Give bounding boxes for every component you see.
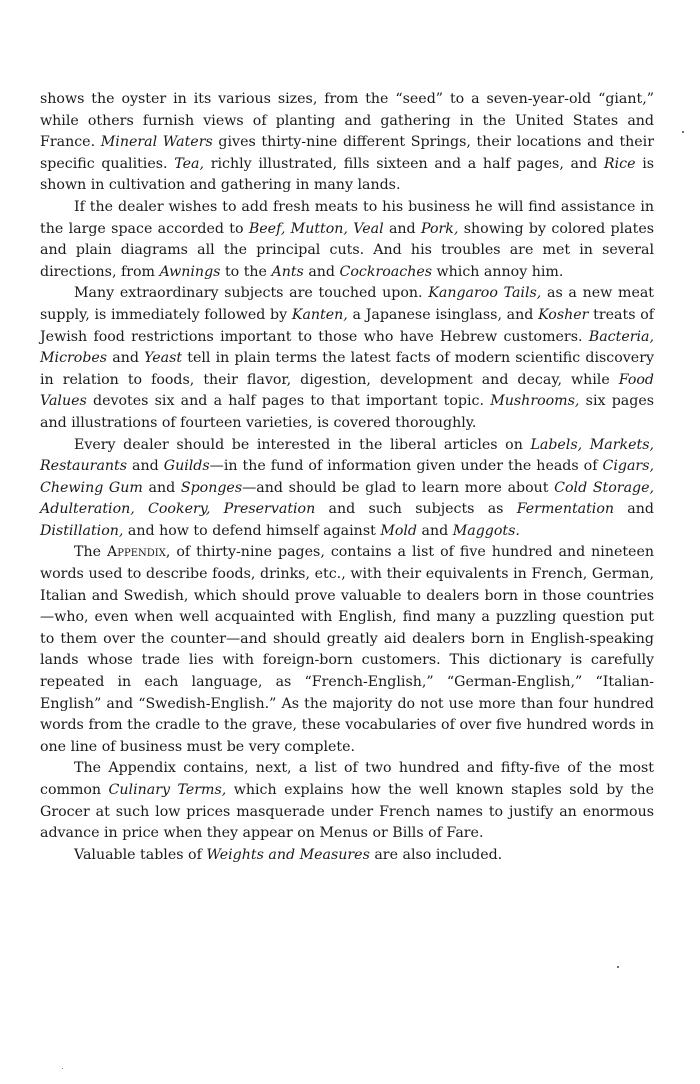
italic-term: Maggots. [452, 522, 520, 539]
text-run: —and should be glad to learn more about [242, 479, 555, 496]
text-run: is shown in cultivation and gathering in many lands. [40, 155, 655, 194]
text-run: treats of Jewish food restrictions important to those who have Hebrew customers. [40, 306, 654, 345]
paper-speck [682, 131, 684, 133]
italic-term: Mineral Waters [100, 134, 213, 151]
italic-term: Tea, [174, 155, 204, 172]
text-run: shows the oyster in its various sizes, from the “seed” to a seven-year-old “giant,” while others furnish views of planting and gathering in the United States and France. [40, 91, 654, 151]
italic-term: Kangaroo Tails, [428, 285, 542, 302]
text-run: richly illustrated, fills sixteen and a half pages, and [203, 155, 604, 172]
paragraph [40, 435, 654, 543]
paragraph [40, 542, 654, 758]
italic-term: Mold [380, 522, 418, 539]
text-run: gives thirty-nine different Springs, their locations and their specific qualities. [40, 134, 654, 172]
paragraph [40, 283, 654, 434]
paragraph [40, 197, 654, 283]
text-run: Every dealer should be interested in the liberal articles on [74, 436, 531, 453]
text-run: which explains how the well known staples sold by the Grocer at such low prices masquerade under French names to justify an enormous advance in price when they appear on Menus or Bills of Fare. [40, 782, 654, 842]
italic-term: Cold Storage, Adulteration, Cookery, Preservation [40, 479, 655, 518]
italic-term: Kosher [538, 306, 589, 323]
italic-term: Weights and Measures [206, 846, 370, 863]
italic-term: Awnings [159, 263, 221, 280]
page-body [40, 89, 654, 866]
text-run: and [614, 501, 654, 518]
text-run: and [383, 220, 421, 237]
italic-term: Cockroaches [339, 263, 433, 280]
text-run: six pages and illustrations of fourteen varieties, is covered thoroughly. [40, 393, 655, 431]
text-run: showing by colored plates and plain diagrams all the principal cuts. And his troubles are met in several directions, from [40, 220, 655, 280]
italic-term: Fermentation [516, 501, 615, 518]
italic-term: Rice [603, 155, 636, 172]
italic-term: Ants [271, 263, 304, 280]
text-run: as a new meat supply, is immediately followed by [40, 285, 654, 323]
text-run: Valuable tables of [74, 846, 207, 863]
text-run: , of thirty-nine pages, contains a list of five hundred and nineteen words used to describe foods, drinks, etc., with their equivalents in French, German, Italian and Swedish, which should prove valuable to dealers born in those countries—who, even when well acquainted with English, find many a puzzling question put to them over the counter—and should greatly aid dealers born in English-speaking lands whose trade lies with foreign-born customers. This dictionary is carefully repeated in each language, as “French-English,” “German-English,” “Italian-English” and “Swedish-English.” As the majority do not use more than four hundred words from the cradle to the grave, these vocabularies of over five hundred words in one line of business must be very complete. [40, 544, 654, 755]
text-run: to the [220, 263, 272, 280]
paper-speck [62, 1068, 63, 1069]
italic-term: Culinary Terms, [108, 782, 227, 798]
italic-term: Beef, Mutton, Veal [248, 220, 384, 237]
text-run: and [107, 350, 145, 367]
text-run: tell in plain terms the latest facts of modern scientific discovery in relation to foods, their flavor, digestion, development and decay, while [40, 350, 654, 388]
italic-term: Food Values [40, 371, 654, 410]
italic-term: Distillation, [40, 522, 124, 539]
text-run: If the dealer wishes to add fresh meats to his business he will find assistance in the large space accorded to [40, 198, 654, 237]
text-run: which annoy him. [432, 263, 564, 280]
text-run: Many extraordinary subjects are touched upon. [74, 285, 429, 302]
text-run: and such subjects as [315, 501, 517, 518]
paragraph [40, 758, 654, 844]
small-caps-term: Appendix [107, 544, 166, 561]
text-run: are also included. [369, 846, 503, 863]
text-run: The [74, 544, 107, 561]
paragraph [40, 89, 654, 197]
paper-speck [617, 966, 619, 968]
text-run: devotes six and a half pages to that important topic. [86, 393, 491, 410]
italic-term: Pork, [420, 220, 459, 237]
text-run: The Appendix contains, next, a list of two hundred and fifty-five of the most common [40, 760, 654, 798]
paragraph [40, 845, 654, 867]
italic-term: Cigars, Chewing Gum [40, 458, 654, 496]
text-run: and how to defend himself against [123, 522, 381, 539]
italic-term: Guilds [163, 458, 210, 475]
italic-term: Mushrooms, [490, 393, 580, 410]
italic-term: Kanten, [291, 306, 348, 323]
text-run: and [127, 458, 164, 475]
text-run: and [303, 263, 340, 280]
text-run: —in the fund of information given under the heads of [209, 458, 603, 475]
italic-term: Labels, Markets, Restaurants [40, 436, 654, 475]
text-run: and [417, 522, 453, 539]
text-run: a Japanese isinglass, and [347, 306, 539, 323]
italic-term: Sponges [180, 479, 243, 496]
italic-term: Bacteria, Microbes [40, 328, 654, 367]
text-run: and [142, 479, 181, 496]
italic-term: Yeast [144, 350, 183, 367]
